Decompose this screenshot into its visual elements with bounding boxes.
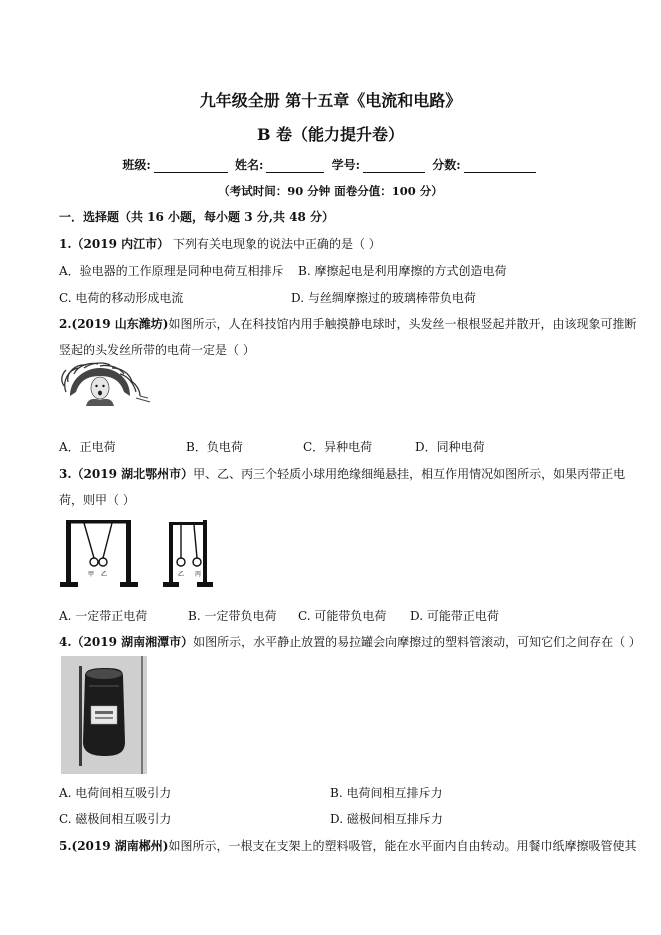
question-2-source: 2.(2019 山东潍坊) <box>59 317 169 331</box>
question-5-stem <box>59 837 636 854</box>
section-title: 一．选择题（共 16 小题，每小题 3 分,共 48 分） <box>59 210 334 224</box>
q3-option-b: B. 一定带负电荷 <box>188 609 277 623</box>
question-1-text: 下列有关电现象的说法中正确的是（ ） <box>172 237 381 251</box>
info-label-id: 学号: <box>331 158 361 172</box>
info-label-class: 班级: <box>122 158 151 172</box>
question-3-text1: 甲、乙、丙三个轻质小球用绝缘细绳悬挂，相互作用情况如图所示，如果丙带正电 <box>193 467 626 481</box>
q1-option-c: C. 电荷的移动形成电流 <box>59 291 184 305</box>
info-label-score: 分数: <box>432 158 461 172</box>
q4-option-c: C. 磁极间相互吸引力 <box>59 812 172 826</box>
question-4-text: 如图所示，水平静止放置的易拉罐会向摩擦过的塑料管滚动，可知它们之间存在（ ） <box>193 635 641 649</box>
question-4-source: 4.（2019 湖南湘潭市） <box>59 635 194 649</box>
class-blank[interactable] <box>154 160 228 173</box>
q2-option-b: B．负电荷 <box>186 440 243 454</box>
q1-option-a: A．验电器的工作原理是同种电荷互相排斥 <box>59 264 284 278</box>
static-hair-figure <box>60 362 152 406</box>
q1-option-d: D. 与丝绸摩擦过的玻璃棒带负电荷 <box>291 291 476 305</box>
score-blank[interactable] <box>464 160 536 173</box>
ball-label-yi: 乙 <box>101 571 108 578</box>
q3-option-a: A. 一定带正电荷 <box>59 609 148 623</box>
ball-label-bing: 丙 <box>195 571 202 578</box>
info-label-name: 姓名: <box>234 158 264 172</box>
question-3-stem-line1 <box>59 465 625 482</box>
question-1-source: 1.（2019 内江市） <box>59 237 170 251</box>
question-2-stem-line1 <box>59 315 636 332</box>
question-3-stem-line2: 荷，则甲（ ） <box>59 493 135 507</box>
can-and-straw-photo <box>61 656 147 774</box>
question-5-text: 如图所示，一根支在支架上的塑料吸管，能在水平面内自由转动。用餐巾纸摩擦吸管使其 <box>168 839 637 853</box>
q4-option-a: A. 电荷间相互吸引力 <box>59 786 172 800</box>
question-1-stem <box>59 235 381 252</box>
hanging-balls-figure <box>60 516 230 594</box>
student-info-line <box>0 156 661 173</box>
q2-option-a: A．正电荷 <box>59 440 116 454</box>
page-subtitle: B 卷（能力提升卷） <box>256 125 405 144</box>
q4-option-b: B. 电荷间相互排斥力 <box>330 786 443 800</box>
q3-option-d: D. 可能带正电荷 <box>410 609 499 623</box>
id-blank[interactable] <box>363 160 425 173</box>
q4-option-d: D. 磁极间相互排斥力 <box>330 812 443 826</box>
question-2-text1: 如图所示，人在科技馆内用手触摸静电球时，头发丝一根根竖起并散开，由该现象可推断 <box>168 317 637 331</box>
question-3-source: 3.（2019 湖北鄂州市） <box>59 467 194 481</box>
name-blank[interactable] <box>266 160 324 173</box>
q3-option-c: C. 可能带负电荷 <box>298 609 387 623</box>
question-4-stem <box>59 633 641 650</box>
ball-label-jia: 甲 <box>88 571 95 578</box>
question-2-stem-line2: 竖起的头发丝所带的电荷一定是（ ） <box>59 343 255 357</box>
can-illustration <box>61 656 147 774</box>
question-5-source: 5.(2019 湖南郴州) <box>59 839 169 853</box>
q2-option-c: C．异种电荷 <box>303 440 373 454</box>
q1-option-b: B. 摩擦起电是利用摩擦的方式创造电荷 <box>298 264 507 278</box>
ball-label-yi-2: 乙 <box>178 571 185 578</box>
exam-info: （考试时间：90 分钟 面卷分值：100 分） <box>218 184 443 198</box>
q2-option-d: D．同种电荷 <box>415 440 485 454</box>
page-title: 九年级全册 第十五章《电流和电路》 <box>199 91 462 110</box>
